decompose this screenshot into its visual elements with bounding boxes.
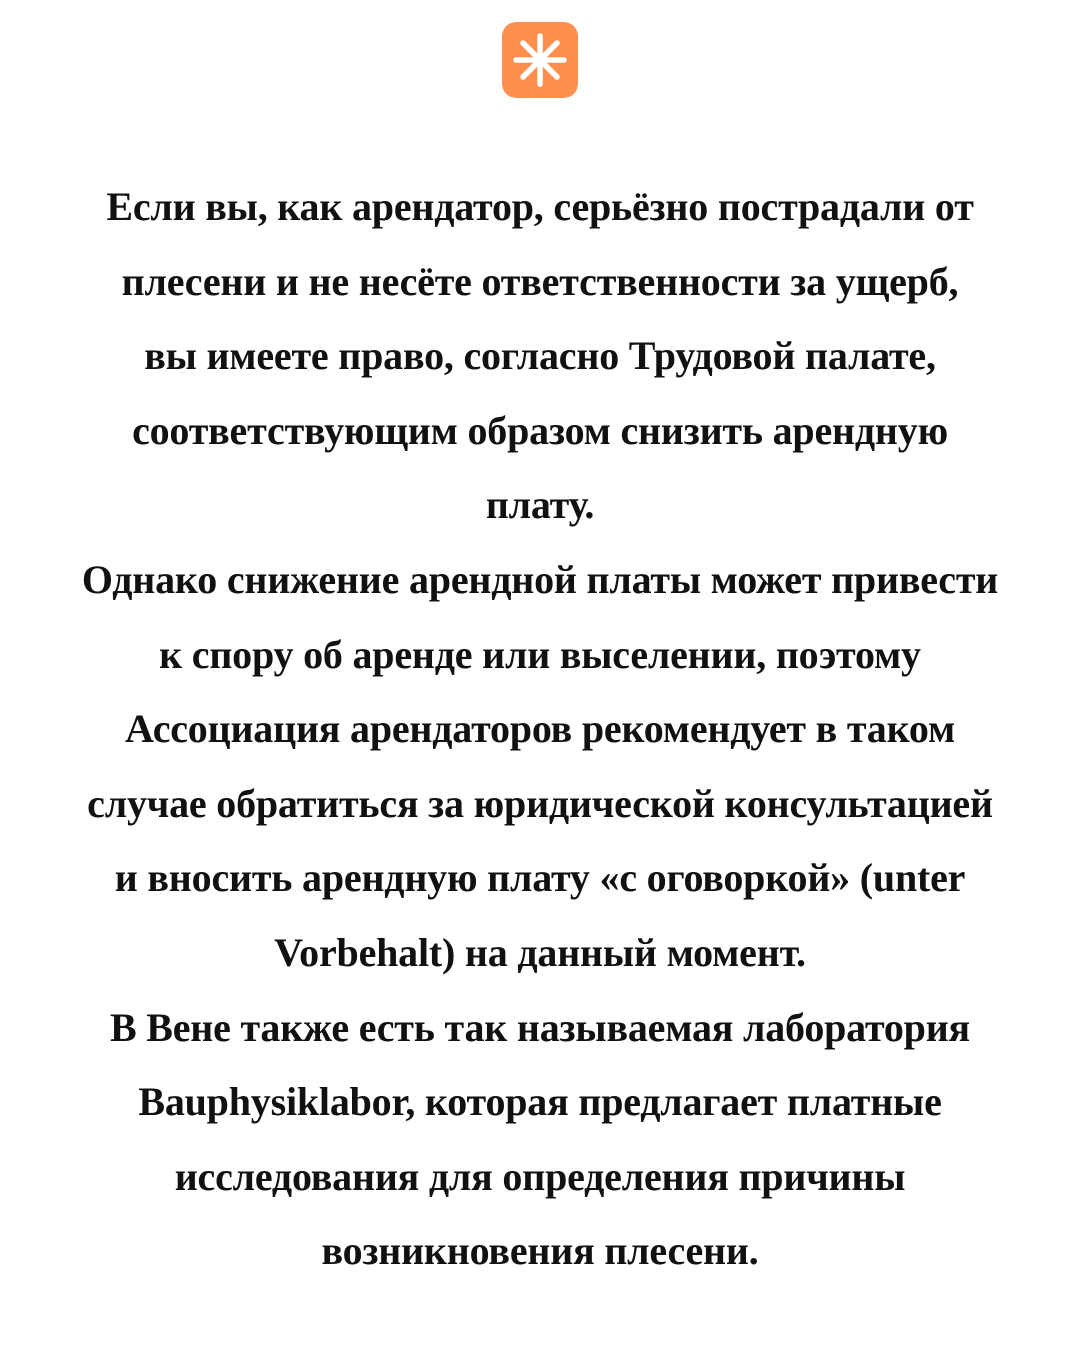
text-line: Однако снижение арендной платы может привести: [81, 556, 999, 602]
text-line: Если вы, как арендатор, серьёзно пострадали от: [106, 184, 974, 229]
text-line: случае обратиться за юридической консультацией: [87, 780, 993, 826]
text-line: и вносить арендную плату «с оговоркой» (unter: [114, 855, 966, 901]
text-line: плесени и не несёте ответственности за ущерб,: [121, 258, 959, 304]
asterisk-icon: [502, 22, 578, 98]
text-line: возникновения плесени.: [321, 1228, 759, 1274]
text-line: В Вене также есть так называемая лаборатория: [109, 1004, 970, 1050]
text-line: Vorbehalt) на данный момент.: [274, 929, 806, 975]
text-line: исследования для определения причины: [174, 1153, 906, 1199]
text-line: к спору об аренде или выселении, поэтому: [159, 631, 921, 677]
text-line: соответствующим образом снизить арендную: [132, 407, 948, 453]
text-line: Bauphysiklabor, которая предлагает платные: [138, 1079, 942, 1125]
text-line: Ассоциация арендаторов рекомендует в таком: [125, 706, 955, 752]
app-logo: [502, 22, 578, 98]
article-text: [20, 170, 1060, 1289]
text-line: плату.: [485, 482, 595, 528]
text-line: вы имеете право, согласно Трудовой палате,: [144, 333, 936, 379]
